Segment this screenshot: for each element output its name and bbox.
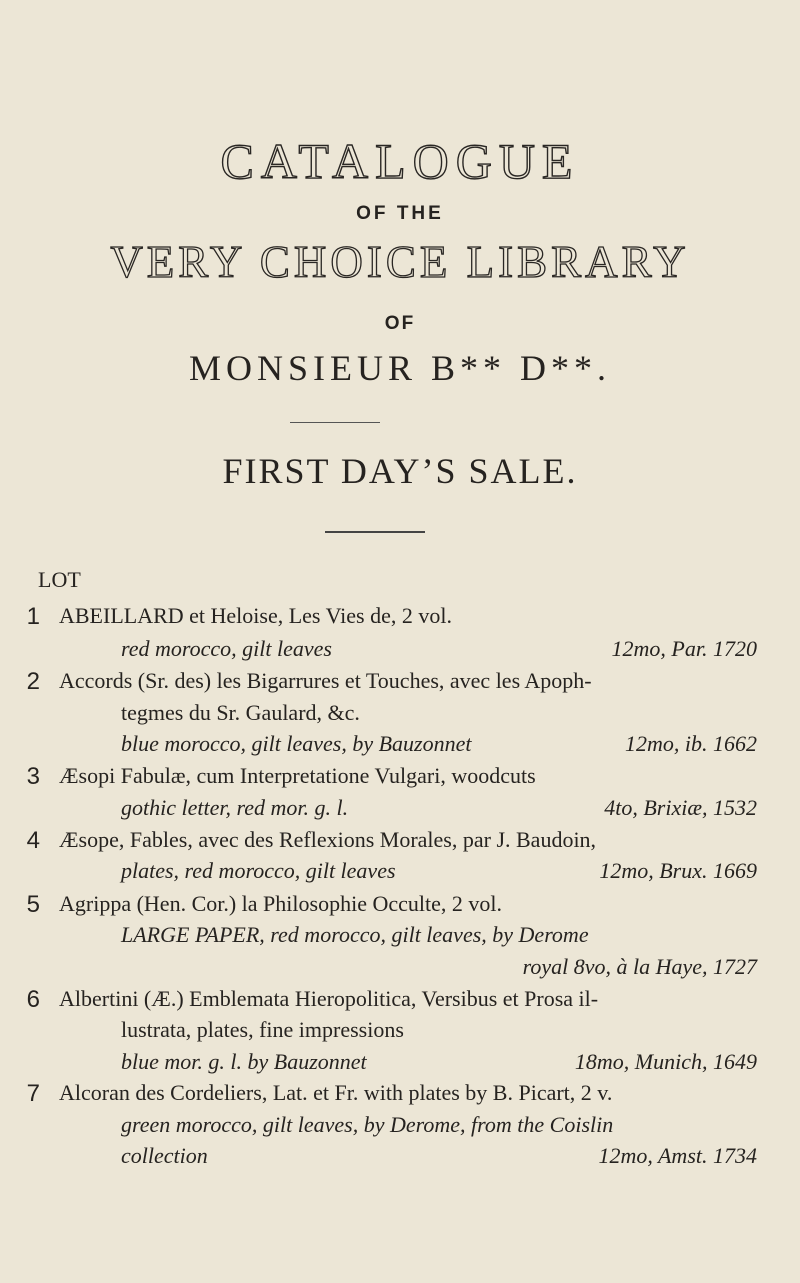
divider-rule xyxy=(290,422,380,423)
entry-line: blue mor. g. l. by Bauzonnet xyxy=(121,1049,367,1074)
catalogue-title: CATALOGUE xyxy=(220,133,580,189)
lot-label: LOT xyxy=(38,567,81,592)
entry-line: ABEILLARD et Heloise, Les Vies de, 2 vol. xyxy=(59,603,452,628)
entry-imprint: 12mo, ib. 1662 xyxy=(625,731,757,756)
sale-heading: FIRST DAY’S SALE. xyxy=(222,451,578,491)
entry-line: Albertini (Æ.) Emblemata Hieropolitica, Versibus et Prosa il- xyxy=(59,986,599,1011)
library-title: VERY CHOICE LIBRARY xyxy=(110,237,690,287)
divider-rule xyxy=(325,531,425,533)
entry-imprint: 12mo, Par. 1720 xyxy=(611,636,757,661)
entry-line: tegmes du Sr. Gaulard, &c. xyxy=(121,700,360,725)
entry-line: Æsope, Fables, avec des Reflexions Morales, par J. Baudoin, xyxy=(59,827,597,852)
lot-number: 6 xyxy=(26,986,40,1013)
entry-line: Accords (Sr. des) les Bigarrures et Touches, avec les Apoph- xyxy=(59,668,592,693)
lot-number: 3 xyxy=(26,763,40,790)
of-the-line: OF THE xyxy=(356,203,444,224)
entry-imprint: 12mo, Amst. 1734 xyxy=(598,1143,757,1168)
entry-line: gothic letter, red mor. g. l. xyxy=(121,795,349,820)
entry-line: lustrata, plates, fine impressions xyxy=(121,1017,404,1042)
entry-line: blue morocco, gilt leaves, by Bauzonnet xyxy=(121,731,472,756)
entry-line: Alcoran des Cordeliers, Lat. et Fr. with plates by B. Picart, 2 v. xyxy=(59,1080,613,1105)
of-line: OF xyxy=(384,313,416,334)
lot-number: 2 xyxy=(26,668,40,695)
entry-imprint: 4to, Brixiæ, 1532 xyxy=(604,795,757,820)
entry-line: collection xyxy=(121,1143,208,1168)
entry-line: green morocco, gilt leaves, by Derome, from the Coislin xyxy=(121,1112,614,1137)
lot-number: 5 xyxy=(26,891,40,918)
lot-number: 1 xyxy=(26,603,40,630)
entry-imprint: 12mo, Brux. 1669 xyxy=(599,858,757,883)
entry-line: Æsopi Fabulæ, cum Interpretatione Vulgari, woodcuts xyxy=(59,763,536,788)
entry-line: LARGE PAPER, red morocco, gilt leaves, by Derome xyxy=(121,922,589,947)
owner-name: MONSIEUR B** D**. xyxy=(188,348,612,388)
entry-line: red morocco, gilt leaves xyxy=(121,636,332,661)
entry-line: Agrippa (Hen. Cor.) la Philosophie Occulte, 2 vol. xyxy=(59,891,502,916)
entry-imprint: 18mo, Munich, 1649 xyxy=(574,1049,757,1074)
entry-imprint: royal 8vo, à la Haye, 1727 xyxy=(522,954,757,979)
lot-number: 7 xyxy=(26,1080,40,1107)
entry-line: plates, red morocco, gilt leaves xyxy=(121,858,396,883)
lot-number: 4 xyxy=(26,827,40,854)
